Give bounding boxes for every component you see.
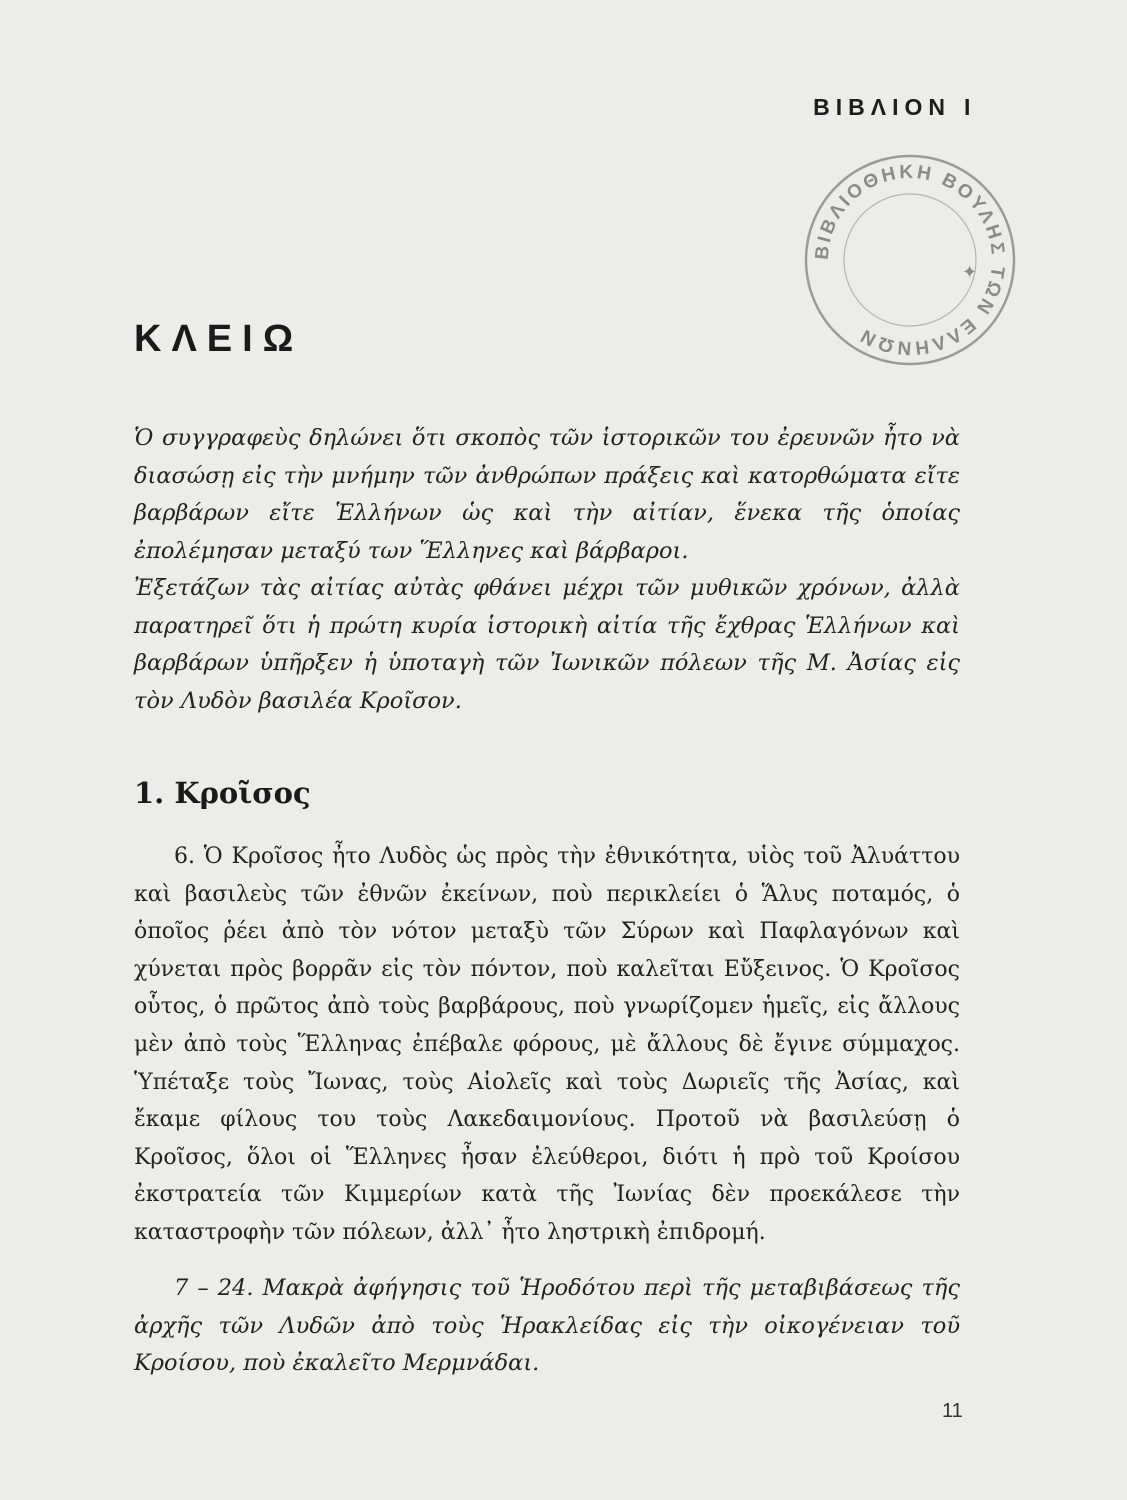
stamp-text: ΒΙΒΛΙΟΘΗΚΗ ΒΟΥΛΗΣ ΤΩΝ ΕΛΛΗΝΩΝ: [811, 161, 1009, 359]
section-body: [134, 838, 960, 1252]
stamp-outer-ring: [806, 156, 1014, 364]
library-stamp: [800, 150, 1020, 370]
stamp-inner-ring: [844, 194, 976, 326]
body-paragraph: 6. Ὁ Κροῖσος ἦτο Λυδὸς ὡς πρὸς τὴν ἐθνικότητα, υἱὸς τοῦ Ἀλυάττου καὶ βασιλεὺς τῶν ἐθνῶν ἐκείνων, ποὺ περικλείει ὁ Ἅλυς ποταμός, ὁ ὁποῖος ῥέει ἀπὸ τὸν νότον μεταξὺ τῶν Σύρων καὶ Παφλαγόνων καὶ χύνεται πρὸς βορρᾶν εἰς τὸν πόντον, ποὺ καλεῖται Εὔξεινος. Ὁ Κροῖσος οὗτος, ὁ πρῶτος ἀπὸ τοὺς βαρβάρους, ποὺ γνωρίζομεν ἡμεῖς, εἰς ἄλλους μὲν ἀπὸ τοὺς Ἕλληνας ἐπέβαλε φόρους, μὲ ἄλλους δὲ ἔγινε σύμμαχος. Ὑπέταξε τοὺς Ἴωνας, τοὺς Αἰολεῖς καὶ τοὺς Δωριεῖς τῆς Ἀσίας, καὶ ἔκαμε φίλους του τοὺς Λακεδαιμονίους. Προτοῦ νὰ βασιλεύσῃ ὁ Κροῖσος, ὅλοι οἱ Ἕλληνες ἦσαν ἐλεύθεροι, διότι ἡ πρὸ τοῦ Κροίσου ἐκστρατεία τῶν Κιμμερίων κατὰ τῆς Ἰωνίας δὲν προεκάλεσε τὴν καταστροφὴν τῶν πόλεων, ἀλλ᾽ ἦτο ληστρικὴ ἐπιδρομή.: [134, 844, 960, 1245]
summary-paragraph: Ὁ συγγραφεὺς δηλώνει ὅτι σκοπὸς τῶν ἱστορικῶν του ἐρευνῶν ἦτο νὰ διασώσῃ εἰς τὴν μνήμην τῶν ἀνθρώπων πράξεις καὶ κατορθώματα εἴτε βαρβάρων εἴτε Ἑλλήνων ὡς καὶ τὴν αἰτίαν, ἕνεκα τῆς ὁποίας ἐπολέμησαν μεταξύ των Ἕλληνες καὶ βάρβαροι.: [134, 425, 960, 564]
summary-paragraph: Ἐξετάζων τὰς αἰτίας αὐτὰς φθάνει μέχρι τῶν μυθικῶν χρόνων, ἀλλὰ παρατηρεῖ ὅτι ἡ πρώτη κυρία ἱστορικὴ αἰτία τῆς ἔχθρας Ἑλλήνων καὶ βαρβάρων ὑπῆρξεν ἡ ὑποταγὴ τῶν Ἰωνικῶν πόλεων τῆς Μ. Ἀσίας εἰς τὸν Λυδὸν βασιλέα Κροῖσον.: [134, 575, 960, 714]
chapter-summary: [134, 420, 960, 720]
page-number: 11: [942, 1400, 963, 1422]
stamp-star-icon: ✦: [962, 262, 978, 283]
running-head-label: ΒΙΒΛΙΟΝ: [813, 94, 951, 120]
section-heading: 1. Κροῖσος: [134, 776, 311, 810]
chapter-note: [134, 1270, 960, 1383]
note-paragraph: 7 – 24. Μακρὰ ἀφήγησις τοῦ Ἡροδότου περὶ τῆς μεταβιβάσεως τῆς ἀρχῆς τῶν Λυδῶν ἀπὸ τοὺς Ἡρακλείδας εἰς τὴν οἰκογένειαν τοῦ Κροίσου, ποὺ ἐκαλεῖτο Μερμνάδαι.: [134, 1275, 960, 1376]
running-head-number: I: [964, 94, 971, 120]
book-title: ΚΛΕΙΩ: [134, 318, 304, 360]
